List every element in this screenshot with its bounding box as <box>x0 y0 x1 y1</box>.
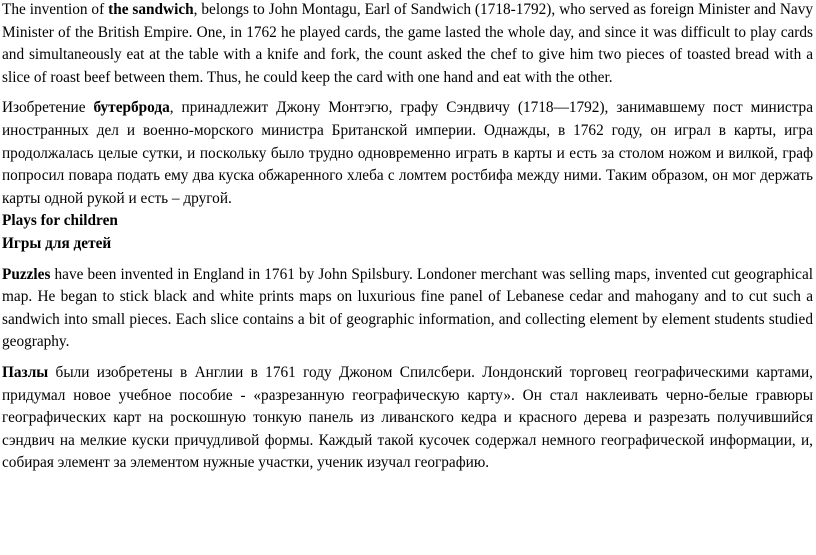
puzzles-en-body: have been invented in England in 1761 by John Spilsbury. Londoner merchant was selling maps, invented cut geographical map. He began to stick black and white prints maps on luxurious fine panel of Lebanese cedar and mahogany and to cut such a sandwich into small pieces. Each slice contains a bit of geographic information, and collecting element by element students studied geography. <box>2 265 813 351</box>
paragraph-puzzles-ru <box>2 362 813 475</box>
paragraph-sandwich-ru <box>2 97 813 210</box>
puzzles-ru-body: были изобретены в Англии в 1761 году Джоном Спилсбери. Лондонский торговец географическими картами, придумал новое учебное пособие - «разрезанную географическую карту». Он стал наклеивать черно-белые гравюры географических карт на роскошную тонкую панель из ливанского кедра и красного дерева и разрезать получившийся сэндвич на мелкие куски причудливой формы. Каждый такой кусочек содержал немного географической информации, и, собирая элемент за элементом нужные участки, ученик изучал географию. <box>2 363 813 472</box>
sandwich-en-intro: The invention of <box>2 1 109 18</box>
sandwich-ru-intro: Изобретение <box>2 99 94 117</box>
paragraph-sandwich-en <box>2 0 813 89</box>
sandwich-en-term: the sandwich <box>108 1 194 18</box>
paragraph-puzzles-en <box>2 264 813 354</box>
sandwich-en-body: , belongs to John Montagu, Earl of Sandwich (1718-1792), who served as foreign Minister and Navy Minister of the British Empire. One, in 1762 he played cards, the game lasted the whole day, and since it was difficult to play cards and simultaneously eat at the table with a knife and fork, the count asked the chef to give him two pieces of toasted bread with a slice of roast beef between them. Thus, he could keep the card with one hand and eat with the other. <box>2 1 813 86</box>
puzzles-ru-term: Пазлы <box>2 363 49 381</box>
puzzles-en-term: Puzzles <box>2 265 51 283</box>
heading-plays-en: Plays for children <box>2 212 118 230</box>
heading-plays-ru: Игры для детей <box>2 234 112 252</box>
sandwich-ru-body: , принадлежит Джону Монтэгю, графу Сэндвичу (1718—1792), занимавшему пост министра иностранных дел и военно-морского министра Британской империи. Однажды, в 1762 году, он играл в карты, игра продолжалась целые сутки, и поскольку было трудно одновременно играть в карты и есть за столом ножом и вилкой, граф попросил повара подать ему два куска обжаренного хлеба с ломтем ростбифа между ними. Таким образом, он мог держать карты одной рукой и есть – другой. <box>2 99 813 207</box>
sandwich-ru-term: бутерброда <box>93 99 170 117</box>
